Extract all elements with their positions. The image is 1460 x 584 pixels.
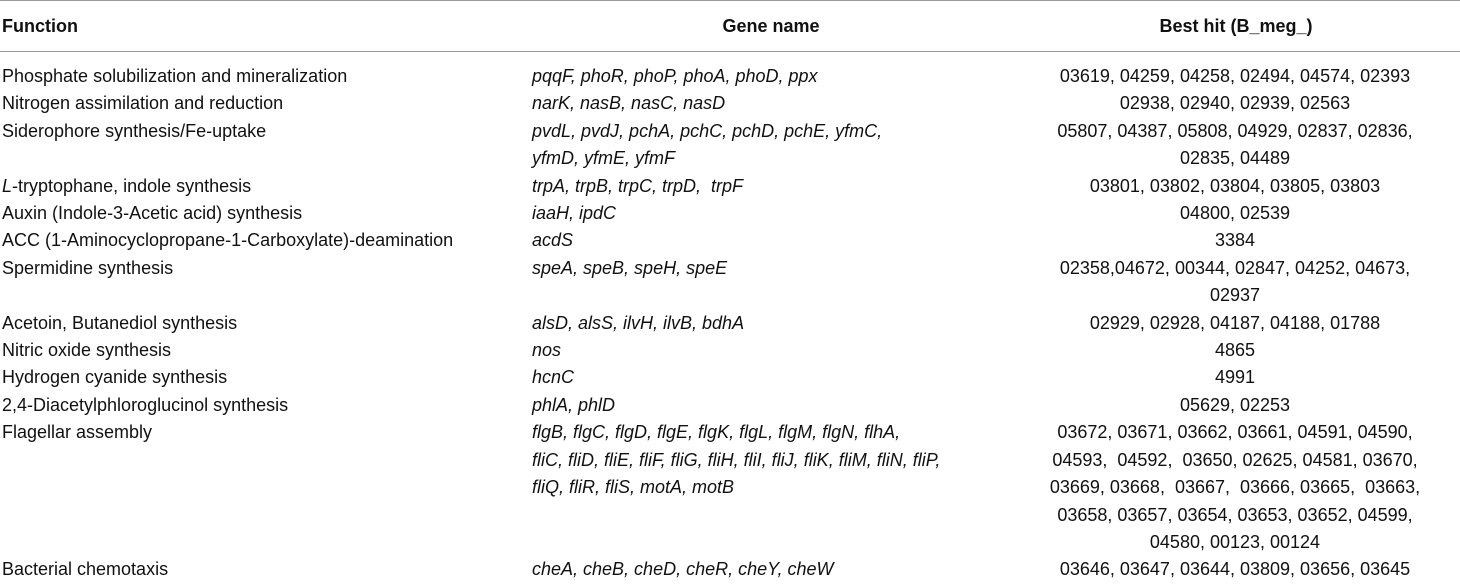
- best-hit-line: 05807, 04387, 05808, 04929, 02837, 02836,: [1057, 120, 1413, 141]
- gene-name-line: pvdL, pvdJ, pchA, pchC, pchD, pchE, yfmC,: [532, 120, 883, 141]
- column-header-best-hit: Best hit (B_meg_): [1010, 1, 1460, 52]
- gene-name-cell: [530, 200, 1010, 227]
- function-text: Bacterial chemotaxis: [2, 559, 169, 580]
- table-body: [0, 52, 1460, 584]
- table-row: [0, 337, 1460, 364]
- function-text: Nitric oxide synthesis: [2, 340, 172, 361]
- function-cell: [0, 337, 530, 364]
- table-row: [0, 227, 1460, 254]
- best-hit-cell: [1010, 255, 1460, 310]
- gene-name-cell: [530, 52, 1010, 91]
- best-hit-line: 04800, 02539: [1179, 203, 1291, 224]
- column-header-function: Function: [0, 1, 530, 52]
- function-cell: [0, 227, 530, 254]
- column-header-gene-name: Gene name: [530, 1, 1010, 52]
- function-cell: [0, 90, 530, 117]
- best-hit-cell: [1010, 173, 1460, 200]
- best-hit-line: 03619, 04259, 04258, 02494, 04574, 02393: [1059, 66, 1411, 86]
- best-hit-line: 04593, 04592, 03650, 02625, 04581, 03670,: [1052, 449, 1418, 470]
- table-row: [0, 52, 1460, 91]
- gene-name-line: narK, nasB, nasC, nasD: [532, 93, 726, 114]
- best-hit-line: 02938, 02940, 02939, 02563: [1119, 93, 1351, 114]
- function-text: 2,4-Diacetylphloroglucinol synthesis: [2, 394, 289, 415]
- best-hit-line: 02937: [1209, 285, 1261, 306]
- best-hit-cell: [1010, 337, 1460, 364]
- function-text: Spermidine synthesis: [2, 257, 174, 278]
- gene-name-cell: [530, 392, 1010, 419]
- function-cell: [0, 310, 530, 337]
- table-row: [0, 173, 1460, 200]
- gene-name-line: trpA, trpB, trpC, trpD, trpF: [532, 175, 744, 196]
- table-header: [0, 1, 1460, 52]
- gene-name-line: fliQ, fliR, fliS, motA, motB: [532, 477, 735, 498]
- best-hit-line: 02358,04672, 00344, 02847, 04252, 04673,: [1059, 257, 1411, 278]
- gene-name-cell: [530, 419, 1010, 556]
- function-text: Hydrogen cyanide synthesis: [2, 367, 228, 388]
- best-hit-line: 04580, 00123, 00124: [1149, 531, 1321, 552]
- best-hit-line: 03658, 03657, 03654, 03653, 03652, 04599,: [1057, 504, 1413, 525]
- gene-name-line: cheA, cheB, cheD, cheR, cheY, cheW: [532, 559, 834, 580]
- gene-name-cell: [530, 337, 1010, 364]
- function-cell: [0, 52, 530, 91]
- best-hit-cell: [1010, 364, 1460, 391]
- best-hit-line: 02835, 04489: [1179, 148, 1291, 169]
- function-text: -tryptophane, indole synthesis: [12, 175, 252, 196]
- gene-name-cell: [530, 90, 1010, 117]
- best-hit-cell: [1010, 392, 1460, 419]
- gene-name-line: flgB, flgC, flgD, flgE, flgK, flgL, flgM, flgN, flhA,: [532, 422, 901, 443]
- gene-name-line: phlA, phlD: [532, 394, 616, 415]
- gene-name-cell: [530, 173, 1010, 200]
- table-row: [0, 364, 1460, 391]
- function-cell: [0, 173, 530, 200]
- best-hit-line: 02929, 02928, 04187, 04188, 01788: [1089, 312, 1381, 333]
- best-hit-line: 4991: [1214, 367, 1256, 388]
- gene-name-line: alsD, alsS, ilvH, ilvB, bdhA: [532, 312, 745, 333]
- best-hit-cell: [1010, 200, 1460, 227]
- table-row: [0, 310, 1460, 337]
- gene-name-line: iaaH, ipdC: [532, 203, 617, 224]
- best-hit-cell: [1010, 310, 1460, 337]
- gene-name-line: fliC, fliD, fliE, fliF, fliG, fliH, fliI, fliJ, fliK, fliM, fliN, fliP,: [532, 449, 941, 470]
- best-hit-cell: [1010, 90, 1460, 117]
- best-hit-line: 03646, 03647, 03644, 03809, 03656, 03645: [1059, 559, 1411, 580]
- gene-name-cell: [530, 310, 1010, 337]
- function-cell: [0, 419, 530, 556]
- best-hit-line: 05629, 02253: [1179, 394, 1291, 415]
- function-text: Siderophore synthesis/Fe-uptake: [2, 120, 267, 141]
- gene-name-cell: [530, 364, 1010, 391]
- gene-name-line: pqqF, phoR, phoP, phoA, phoD, ppx: [532, 66, 818, 86]
- table-row: [0, 118, 1460, 173]
- best-hit-cell: [1010, 419, 1460, 556]
- table-row: [0, 200, 1460, 227]
- best-hit-cell: [1010, 52, 1460, 91]
- gene-name-line: speA, speB, speH, speE: [532, 257, 728, 278]
- gene-name-line: nos: [532, 340, 562, 361]
- function-text: Flagellar assembly: [2, 422, 153, 443]
- function-prefix: L: [2, 175, 13, 196]
- table-row: [0, 419, 1460, 556]
- gene-name-cell: [530, 227, 1010, 254]
- function-cell: [0, 392, 530, 419]
- function-text: Acetoin, Butanediol synthesis: [2, 312, 238, 333]
- table-row: [0, 255, 1460, 310]
- function-cell: [0, 200, 530, 227]
- gene-name-line: yfmD, yfmE, yfmF: [532, 148, 675, 169]
- function-text: Auxin (Indole-3-Acetic acid) synthesis: [2, 203, 303, 224]
- gene-name-cell: [530, 118, 1010, 173]
- gene-name-line: hcnC: [532, 367, 575, 388]
- gene-name-cell: [530, 255, 1010, 310]
- best-hit-line: 03672, 03671, 03662, 03661, 04591, 04590,: [1057, 422, 1413, 443]
- function-cell: [0, 364, 530, 391]
- function-text: Phosphate solubilization and mineralization: [2, 66, 348, 86]
- best-hit-line: 03669, 03668, 03667, 03666, 03665, 03663,: [1049, 477, 1421, 498]
- table-row: [0, 90, 1460, 117]
- gene-name-line: acdS: [532, 230, 574, 251]
- best-hit-line: 03801, 03802, 03804, 03805, 03803: [1089, 175, 1381, 196]
- function-text: ACC (1-Aminocyclopropane-1-Carboxylate)-deamination: [2, 230, 454, 251]
- function-text: Nitrogen assimilation and reduction: [2, 93, 284, 114]
- best-hit-line: 3384: [1214, 230, 1256, 251]
- header-row: [0, 1, 1460, 52]
- function-cell: [0, 255, 530, 310]
- table-row: [0, 392, 1460, 419]
- function-cell: [0, 118, 530, 173]
- best-hit-cell: [1010, 227, 1460, 254]
- best-hit-cell: [1010, 118, 1460, 173]
- best-hit-line: 4865: [1214, 340, 1256, 361]
